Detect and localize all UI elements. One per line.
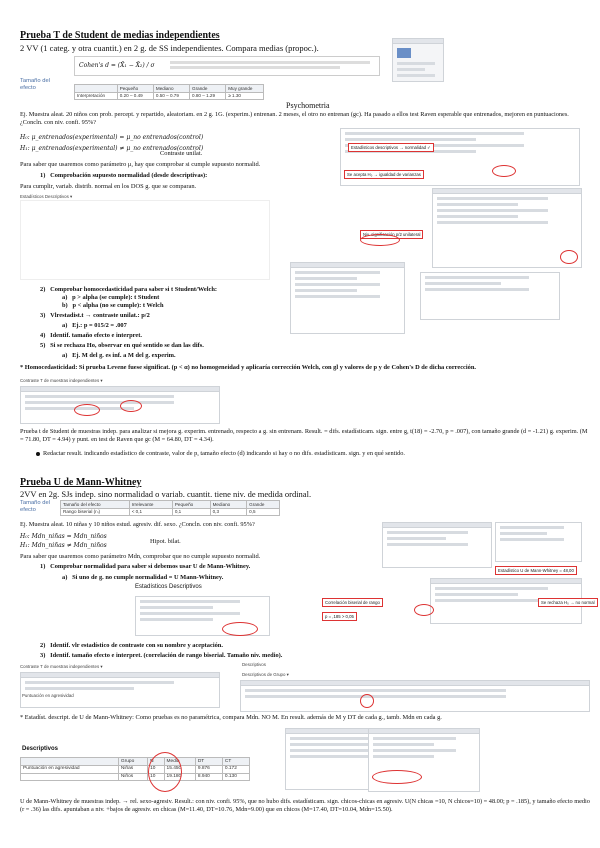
step2b-1: b) p < alpha (no se cumple): t Welch: [62, 302, 164, 309]
step5a-1: a) Ej. M del g. es inf. a M del g. experim.: [62, 352, 176, 359]
highlight-ring-10: [372, 770, 422, 784]
group-desc-screenshot: [240, 680, 590, 712]
hypothesis-h1-2: H₁: Mdn_niñas ≠ Mdn_niños: [20, 542, 107, 549]
descriptives-table-2: Grupo N Media DT CT Puntuación en agresividad Niñas 10 15.450 9.876 0.172 Niños 10 19.180 8.940 0.130: [20, 757, 250, 781]
example-2: Ej. Muestra aleat. 10 niñas y 10 niños estud. agresiv. dif. sexo. ¿Concln. con niv. confi. 95%?: [20, 521, 255, 528]
descriptivos-label-2: Descriptivos: [242, 662, 266, 667]
section2-title: Prueba U de Mann-Whitney: [20, 477, 142, 488]
highlight-ring-6: [222, 622, 258, 636]
effect-label-2: Tamaño del efecto: [20, 500, 50, 513]
highlight-ring-7: [414, 604, 434, 616]
example-1: Ej. Muestra aleat. 20 niños con prob. percept. y repartido, aleatoriam. en 2 g. 1G. (experim.) entrenan. 2 meses, el otro no entrenan (gc). Ha pasado a ellos test Raven esperable que entrenados, mejoren en puntuaciones. ¿Concln. con niv. confi. 95%?: [20, 111, 569, 126]
highlight-ring-8: [360, 694, 374, 708]
homoced-note: * Homocedasticidad: Si prueba Levene fuese significat. (p < α) no homogeneidad y aplicaría corrección Welch, con gl y valores de p y de Cohen's D de dicha corrección.: [20, 364, 477, 371]
step2-1: 2) Comprobar homocedasticidad para saber si t Student/Welch:: [40, 286, 218, 293]
desc-shot-label-1: Estadísticos Descriptivos ▾: [20, 194, 73, 199]
mw-shot-label: Contraste T de muestras independientes ▾: [20, 664, 103, 669]
descriptive-screenshot-1: [20, 200, 270, 280]
step5-1: 5) Si se rechaza Ho, observar en qué sentido se dan las difs.: [40, 342, 204, 349]
section1-title: Prueba T de Student de medias independientes: [20, 30, 220, 41]
hypothesis-h0-2: H₀: Mdn_niñas = Mdn_niños: [20, 533, 107, 540]
callout-mw-stat: Estadístico U de Mann-Whitney = 48,00: [495, 566, 577, 575]
desc-note-2: * Estadíst. descript. de U de Mann-Whitney: Como pruebas es no paramétrica, compara Mdn. NO M. En result. además de M y DT de cada g., tamb. Mdn en cada g.: [20, 714, 442, 721]
section2-subtitle: 2VV en 2g. SJs indep. sino normalidad o variab. cuantit. tiene niv. de medida ordinal.: [20, 489, 312, 499]
mw-options-screenshot: [495, 522, 582, 562]
step1-2: 1) Comprobar normalidad para saber si debemos usar U de Mann-Whitney.: [40, 563, 251, 570]
para-intro-2: Para saber que usaremos como parámetro Mdn, comprobar que no cumple supuesto normalid.: [20, 553, 261, 560]
callout-pvalue: Niv. significación p/2 unilateral: [360, 230, 423, 239]
effect-screenshot: [420, 272, 560, 320]
step3-2: 3) Identif. tamaño efecto e interpret. (correlación de rango biserial. Tamaño niv. medio).: [40, 652, 283, 659]
mw-table-screenshot: [20, 672, 220, 708]
step3-1: 3) Vlrestadist.t → contraste unilat.: p/2: [40, 312, 150, 319]
highlight-ring-5: [120, 400, 142, 412]
callout-no-normal: Se rechaza H₀ → no normal: [538, 598, 598, 607]
step3a-1: a) Ej.: p = 015/2 = .007: [62, 322, 127, 329]
hypothesis-h1-1: H₁: μ_entrenados(experimental) ≠ μ_no entrenados(control): [20, 145, 204, 152]
desc-title-2: Estadísticos Descriptivos: [135, 584, 202, 590]
mw-row-label: Puntuación en agresividad: [22, 693, 74, 698]
bullet-1: Redactar result. indicando estadístico de contraste, valor de p, tamaño efecto (d) indicando si hay o no difs. estadísticam. sign. y en qué sentido.: [36, 450, 405, 458]
contrast-note: Contraste unilat.: [160, 150, 203, 157]
effect-size-table-2: Tamaño del efecto Irrelevante Pequeño Mediano Grande Rango biserial (rₙ) < 0,1 0,1 0,3 0,5: [60, 500, 280, 516]
hyp-note: Hipot. bilat.: [150, 538, 181, 545]
ttest-screenshot: [290, 262, 405, 334]
highlight-ring-1: [492, 165, 516, 177]
cohen-formula-box: [74, 56, 380, 76]
step4-1: 4) Identif. tamaño efecto e interpret.: [40, 332, 142, 339]
jasp-menu-screenshot: [392, 38, 444, 82]
ttest-shot-label: Contraste T de muestras independientes ▾: [20, 378, 103, 383]
highlight-ring-2: [560, 250, 578, 264]
para-intro-1: Para saber que usaremos como parámetro μ, hay que comprobar si cumple supuesto normalid.: [20, 161, 261, 168]
result-1: Prueba t de Student de muestras indep. para analizar si mejora g. experim. entrenado, respecto a g. sin entrenam. Result. = difs. estadísticam. sign. entre g, t(18) = -2.70, p = .007), con tamaño grande (d = -1.21) g. experim. (M = 71.80, DT = 4.94) y punt. en test de Raven que gc (M = 64.80, DT = 4.34).: [20, 428, 588, 443]
highlight-ring-3: [360, 234, 400, 246]
desc-group-label: Descriptivos de Grupo ▾: [242, 672, 289, 677]
step2-2: 2) Identif. vlr estadístico de contraste con su nombre y aceptación.: [40, 642, 223, 649]
descriptivos-heading: Descriptivos: [22, 746, 59, 752]
callout-biserial: Correlación biserial de rango: [322, 598, 383, 607]
step1-note-1: Para cumplir, variab. distrib. normal en los DOS g. que se comparan.: [20, 183, 197, 190]
psychometria-tag: Psychometria: [286, 101, 330, 110]
callout-p-mw: p = ,185 > 0,05: [322, 612, 357, 621]
highlight-ring-9: [148, 752, 182, 792]
effect-size-table-1: Pequeño Mediano Grande Muy grande Interpretación 0.20 – 0.49 0.50 – 0.79 0.80 – 1.29 ≥ 1.30: [74, 84, 264, 100]
result-2: U de Mann-Whitney de muestras indep. → rel. sexo-agresiv. Result.: con niv. confi. 95%, que no hubo difs. estadísticam. sign. chicos-chicas en agresiv. U(N chicas =10, N chicos=10) = 48.00; p = .185), y tamaño efecto medio (r = .36) las difs. apuntaban a niv. +bajos de agresiv. en chicas (M=11.40, DT=10.76, Mdn=9.00) que en chicos (M=17.40, DT=10.04, Mdn=15.50).: [20, 798, 590, 813]
hypothesis-h0-1: H₀: μ_entrenados(experimental) = μ_no entrenados(control): [20, 134, 204, 141]
step2a-1: a) p > alpha (se cumple): t Student: [62, 294, 160, 301]
cohen-formula: Cohen's d = (X̄₁ − X̄₂) / σ: [79, 62, 155, 69]
callout-levene: Se acepta H₀ → igualdad de varianzas: [344, 170, 424, 179]
step1-1: 1) Comprobación supuesto normalidad (desde descriptivas):: [40, 172, 208, 179]
highlight-ring-4: [74, 404, 100, 416]
section1-subtitle: 2 VV (1 categ. y otra cuantit.) en 2 g. de SS independientes. Compara medias (propoc.).: [20, 43, 319, 53]
step1a-2: a) Si uno de g. no cumple normalidad = U Mann-Whitney.: [62, 574, 224, 581]
callout-normality: Estadísticos descriptivos → normalidad ✓: [348, 143, 434, 152]
effect-label-1: Tamaño del efecto: [20, 78, 50, 91]
mw-setup-screenshot: [382, 522, 492, 568]
